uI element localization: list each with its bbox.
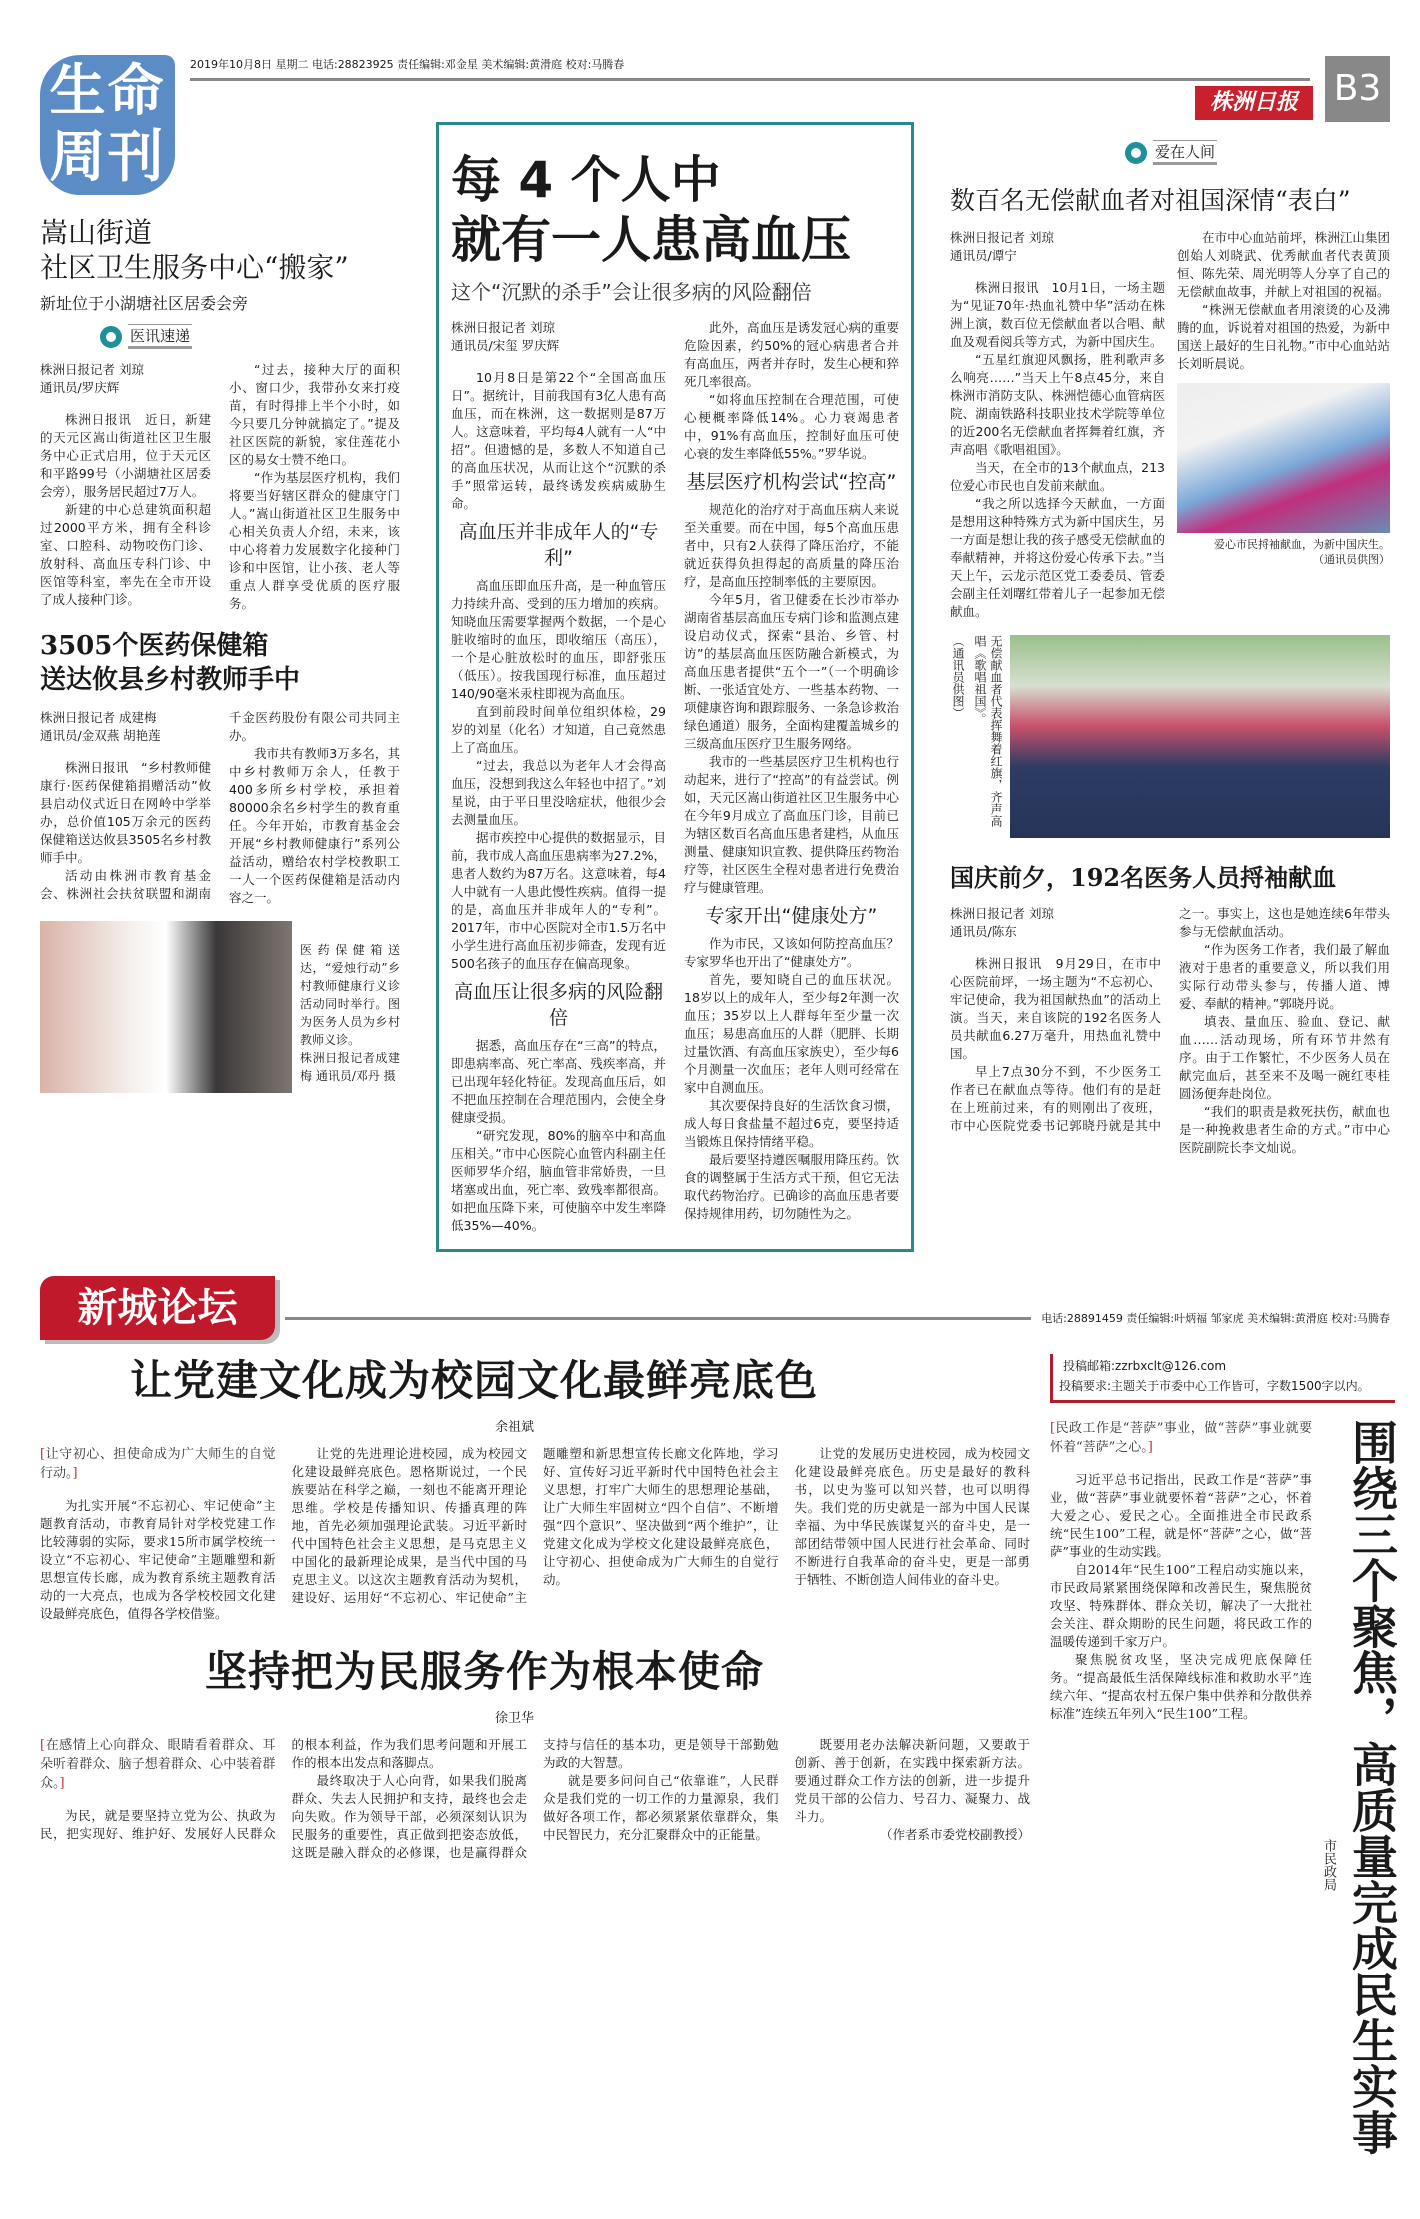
- paragraph: 10月8日是第22个“全国高血压日”。据统计，目前我国有3亿人患有高血压，而在株洲，这一数据则是87万人。这意味着，平均每4人就有一人“中招”。但遗憾的是，多数人不知道自己的高血压状况，从而让这个“沉默的杀手”照常运转，最终诱发疾病威胁生命。: [451, 370, 666, 511]
- page-number: B3: [1325, 56, 1390, 122]
- forum-grid: [40, 1354, 1420, 2219]
- section-heading: 专家开出“健康处方”: [705, 905, 878, 927]
- paragraph: “我之所以选择今天献血，一方面是想用这种特殊方式为新中国庆生，另一方面是想让我的孩子感受无偿献血的奉献精神，并将这份爱心传承下去。”当天上午，云龙示范区党工委委员、管委会副主任刘曙红带着儿子一起参加无偿献血。: [950, 496, 1165, 619]
- article-title: [40, 629, 400, 697]
- article-title: 让党建文化成为校园文化最鲜亮底色: [130, 1356, 819, 1405]
- paragraph: “过去，我总以为老年人才会得高血压，没想到我这么年轻也中招了。”刘星说，由于平日里没啥症状，他很少会去测量血压。: [451, 758, 666, 827]
- section-heading: 高血压让很多病的风险翻倍: [453, 981, 663, 1029]
- article-body: [40, 361, 400, 613]
- article-body-cont: [1177, 229, 1390, 621]
- section-rule: [285, 1317, 1031, 1320]
- article-body: [950, 905, 1390, 1157]
- left-column: [40, 122, 400, 1093]
- paragraph: “作为医务工作者，我们最了解血液对于患者的重要意义，所以我们用实际行动带头参与，传播人道、博爱、奉献的精神。”郭晓丹说。: [1179, 942, 1390, 1011]
- title-line: 嵩山街道: [40, 216, 153, 249]
- paragraph: “研究发现，80%的脑卒中和高血压相关。”市中心医院心血管内科副主任医师罗华介绍，脑血管非常娇贵，一旦堵塞或出血，死亡率、致残率都很高。如把血压降下来，可使脑卒中发生率降低35%—40%。: [451, 1128, 666, 1233]
- paragraph: 规范化的治疗对于高血压病人来说至关重要。而在中国，每5个高血压患者中，只有2人获得了降压治疗，不能就近获得负担得起的高质量的降压治疗，是高血压控制率低的主要原因。: [684, 502, 899, 589]
- top-section: [40, 122, 1420, 1252]
- paragraph: 就是要多问问自己“依靠谁”，人民群众是我们党的一切工作的力量源泉，我们做好各项工作，都必须紧紧依靠群众，集中民智民力，充分汇聚群众中的正能量。: [543, 1773, 779, 1842]
- paragraph: “作为基层医疗机构，我们将要当好辖区群众的健康守门人。”嵩山街道社区卫生服务中心相关负责人介绍，未来，该中心将着力发展数字化接种门诊和中医馆，让小孩、老人等重点人群享受优质的医疗服务。: [229, 470, 400, 611]
- article-community-center: [40, 215, 400, 613]
- feature-subtitle: 这个“沉默的杀手”会让很多病的风险翻倍: [451, 280, 812, 304]
- photo-caption: 爱心市民捋袖献血，为新中国庆生。 （通讯员供图）: [1214, 538, 1390, 566]
- section-meta: 电话:28891459 责任编辑:叶炳福 邹家虎 美术编辑:黄滑庭 校对:马腾春: [1041, 1312, 1390, 1325]
- circle-icon: [100, 326, 122, 348]
- paragraph: “五星红旗迎风飘扬，胜利歌声多么响亮……”当天上午8点45分，来自株洲市消防支队、株洲恺德心血管病医院、湖南铁路科技职业技术学院等单位的近200名无偿献血者挥舞着红旗，齐声高唱《歌唱祖国》。: [950, 352, 1165, 457]
- paragraph: 其次要保持良好的生活饮食习惯，成人每日食盐量不超过6克，要坚持适当锻炼且保持情绪平稳。: [684, 1098, 899, 1149]
- paragraph: “我们的职责是救死扶伤，献血也是一种挽救患者生命的方式。”市中心医院副院长李文灿说。: [1179, 1104, 1390, 1155]
- article-body: [40, 1445, 1030, 1623]
- paragraph: 首先，要知晓自己的血压状况。18岁以上的成年人，至少每2年测一次血压；35岁以上人群每年至少量一次血压；易患高血压的人群（肥胖、长期过量饮酒、有高血压家族史），至少每6个月测量一次血压；老年人则可经常在家中自测血压。: [684, 972, 899, 1095]
- paragraph: 作为市民，又该如何防控高血压？专家罗华也开出了“健康处方”。: [684, 936, 899, 969]
- article-author-vertical: 市民政局: [1321, 1839, 1336, 1891]
- paragraph: 新建的中心总建筑面积超过2000平方米，拥有全科诊室、口腔科、动物咬伤门诊、放射科、高血压专科门诊、中医馆等科室，率先在全市开设了成人接种门诊。: [40, 502, 211, 607]
- paragraph: 直到前段时间单位组织体检，29岁的刘星（化名）才知道，自己竟然患上了高血压。: [451, 704, 666, 755]
- article-title: [40, 215, 400, 285]
- section-tag-label: 医讯速递: [128, 324, 192, 349]
- byline: 株洲日报记者 刘琼 通讯员/罗庆辉: [40, 362, 144, 395]
- section-tag-label: 爱在人间: [1153, 140, 1217, 165]
- masthead: 生命周刊: [40, 55, 175, 195]
- photo-credit-vertical: （通讯员供图）: [951, 635, 965, 719]
- forum-section: [0, 1276, 1420, 2219]
- paragraph: 最后要坚持遵医嘱服用降压药。饮食的调整属于生活方式干预，但它无法取代药物治疗。已确诊的高血压患者要保持规律用药，切勿随性为之。: [684, 1152, 899, 1221]
- author-credit: （作者系市委党校副教授）: [879, 1827, 1030, 1842]
- paragraph: 此外，高血压是诱发冠心病的重要危险因素，约50%的冠心病患者合并有高血压，两者并存时，发生心梗和猝死几率很高。: [684, 320, 899, 389]
- paragraph: 株洲日报讯 10月1日，一场主题为“见证70年·热血礼赞中华”活动在株洲上演，数百位无偿献血者以合唱、献血及观看阅兵等方式，为新中国庆生。: [950, 280, 1165, 349]
- article-author: 徐卫华: [495, 1711, 535, 1726]
- title-line: 就有一人患高血压: [451, 211, 851, 269]
- paragraph: 我市的一些基层医疗卫生机构也行动起来，进行了“控高”的有益尝试。例如，天元区嵩山街道社区卫生服务中心在今年9月成立了高血压门诊，目前已为辖区数百名高血压患者建档，从血压测量、健康知识宣教、提供降压药物治疗等，社区医生全程对患者进行免费治疗与健康管理。: [684, 754, 899, 895]
- title-line: 送达攸县乡村教师手中: [40, 665, 301, 695]
- section-heading: 高血压并非成年人的“专利”: [458, 521, 659, 569]
- paragraph: 据悉，高血压存在“三高”的特点，即患病率高、死亡率高、残疾率高，并已出现年轻化特征。发现高血压后，如不把血压控制在合理范围内，会使全身健康受损。: [451, 1038, 666, 1125]
- paragraph: 今年5月，省卫健委在长沙市举办湖南省基层高血压专病门诊和监测点建设启动仪式，探索“县治、乡管、村访”的基层高血压医防融合新模式，为高血压患者提供“五个一”（一个明确诊断、一张适宜处方、一些基本药物、一项健康咨询和跟踪服务、一条急诊救治绿色通道）服务，全面构建覆盖城乡的三级高血压医疗卫生服务网络。: [684, 592, 899, 751]
- article-title: 国庆前夕，192名医务人员捋袖献血: [950, 863, 1337, 892]
- forum-header: [40, 1276, 1420, 1340]
- byline: 株洲日报记者 刘琼 通讯员/陈东: [950, 906, 1054, 939]
- section-tag: [100, 324, 400, 349]
- paragraph: 高血压即血压升高，是一种血管压力持续升高、受到的压力增加的疾病。知晓血压需要掌握两个数据，一个是心脏收缩时的血压，即收缩压（高压），一个是心脏放松时的血压，即舒张压（低压）。按我国现行标准，血压超过140/90毫米汞柱即视为高血压。: [451, 578, 666, 701]
- paragraph: 习近平总书记指出，民政工作是“菩萨”事业，做“菩萨”事业就要怀着“菩萨”之心，怀着大爱之心、爱民之心。全面推进全市民政系统“民生100”工程，就是怀“菩萨”之心，做“菩萨”事业的生动实践。: [1050, 1472, 1312, 1559]
- photo-blood-donor: [1177, 383, 1390, 533]
- header-meta: 2019年10月8日 星期二 电话:28823925 责任编辑:邓金星 美术编辑:黄滑庭 校对:马腾春: [190, 58, 625, 71]
- photo-caption-vertical: 无偿献血者代表挥舞着红旗，齐声高唱《歌唱祖国》。: [973, 635, 1003, 827]
- article-lead: [ 在感情上心向群众、眼睛看着群众、耳朵听着群众、脑子想着群众、心中装着群众。 ]: [40, 1736, 276, 1793]
- article-title: 数百名无偿献血者对祖国深情“表白”: [950, 186, 1351, 215]
- paragraph: 为扎实开展“不忘初心、牢记使命”主题教育活动，市教育局针对学校党建工作比较薄弱的实际，要求15所市属学校统一设立“不忘初心、牢记使命”主题雕塑和新思想宣传长廊，成为教育系统主题教育活动的一大亮点，也成为各学校校园文化建设最鲜亮底色，值得各学校借鉴。: [40, 1498, 276, 1621]
- title-line: 社区卫生服务中心“搬家”: [40, 251, 349, 284]
- article-author: 余祖斌: [495, 1420, 535, 1435]
- submission-box: [1050, 1354, 1395, 1403]
- paragraph: 株洲日报讯 “乡村教师健康行·医药保健箱捐赠活动”攸县启动仪式近日在网岭中学举办，总价值105万余元的医药保健箱送达攸县3505名乡村教师手中。: [40, 760, 211, 865]
- article-body: [40, 709, 400, 907]
- article-blood-donation: [950, 229, 1390, 621]
- photo-caption: 医药保健箱送达，“爱烛行动”乡村教师健康行义诊活动同时举行。图为医务人员为乡村教师义诊。 株洲日报记者成建梅 通讯员/邓丹 摄: [300, 943, 400, 1083]
- paragraph: 填表、量血压、验血、登记、献血……活动现场，所有环节井然有序。由于工作繁忙，不少医务人员在献完血后，甚至来不及喝一碗红枣桂圆汤便奔赴岗位。: [1179, 1014, 1390, 1101]
- paragraph: 让党的发展历史进校园，成为校园文化建设最鲜亮底色。历史是最好的教科书，以史为鉴可以知兴替，也可以明得失。我们党的历史就是一部为中国人民谋幸福、为中华民族谋复兴的奋斗史，是一部团结带领中国人民进行社会革命、同时不断进行自我革命的奋斗史，更是一部勇于牺牲、不断创造人间伟业的奋斗史。: [794, 1446, 1030, 1587]
- title-line: 3505个医药保健箱: [40, 631, 269, 661]
- article-civil-affairs: [1050, 1419, 1399, 2219]
- paragraph: 既要用老办法解决新问题，又要敢于创新、善于创新，在实践中探索新方法。要通过群众工作方法的创新，进一步提升党员干部的公信力、号召力、凝聚力、战斗力。: [794, 1737, 1030, 1824]
- paragraph: 当天，在全市的13个献血点，213位爱心市民也自发前来献血。: [950, 460, 1165, 493]
- photo-singing-crowd: [1010, 635, 1390, 838]
- paragraph: 株洲日报讯 9月29日，在市中心医院前坪，一场主题为“不忘初心、牢记使命，我为祖国献热血”的活动上演。当天，来自该院的192名医务人员共献血6.27万毫升，用热血礼赞中国。: [950, 956, 1161, 1061]
- paragraph: 活动由株洲市教育基金会、株洲社会扶贫联盟和湖南千金医药股份有限公司共同主办。: [40, 710, 400, 901]
- header-rule: [190, 78, 1310, 81]
- right-column: [950, 122, 1390, 1157]
- submission-email: 投稿邮箱:zzrbxclt@126.com: [1063, 1359, 1227, 1373]
- paragraph: “如将血压控制在合理范围，可使心梗概率降低14%。心力衰竭患者中，91%有高血压，控制好血压可使心衰的发生率降低55%。”罗华说。: [684, 392, 899, 461]
- paragraph: “株洲无偿献血者用滚烫的心及沸腾的血，诉说着对祖国的热爱，为新中国送上最好的生日礼物。”市中心血站站长刘昕晨说。: [1177, 302, 1390, 371]
- paragraph: 早上7点30分不到，不少医务工作者已在献血点等待。他们有的是赶在上班前过来，有的则刚出了夜班，市中心医院党委书记郭晓丹就是其中之一。事实上，这也是她连续6年带头参与无偿献血活动。: [950, 906, 1390, 1133]
- paragraph: 在市中心血站前坪，株洲江山集团创始人刘晓武、优秀献血者代表黄顶恒、陈先荣、周光明等人分享了自己的无偿献血故事，并献上对祖国的祝福。: [1177, 230, 1390, 299]
- paragraph: 让党的先进理论进校园，成为校园文化建设最鲜亮底色。恩格斯说过，一个民族要站在科学之巅，一刻也不能离开理论思维。学校是传播知识、传播真理的阵地，首先必须加强理论武装。习近平新时代中国特色社会主义思想，是马克思主义中国化的最新理论成果，是当代中国的马克思主义。以这次主题教育活动为契机，建设好、运用好“不忘初心、牢记使命”主题雕塑和新思想宣传长廊文化阵地，学习好、宣传好习近平新时代中国特色社会主义思想，打牢广大师生的思想理论基础，让广大师生牢固树立“四个自信”、不断增强“四个意识”、坚决做到“两个维护”，让党建文化成为学校文化建设最鲜亮底色，让守初心、担使命成为广大师生的自觉行动。: [291, 1446, 779, 1605]
- feature-body: [451, 319, 899, 1235]
- paragraph: 据市疾控中心提供的数据显示，目前，我市成人高血压患病率为27.2%，患者人数约为87万名。这意味着，每4人中就有一人患此慢性疾病。值得一提的是，高血压并非成年人的“专利”。2017年，市中心医院对全市1.5万名中小学生进行高血压初步筛查，发现有近500名孩子的血压存在偏高现象。: [451, 830, 666, 971]
- byline: 株洲日报记者 成建梅 通讯员/金双燕 胡艳莲: [40, 710, 161, 743]
- section-banner: 新城论坛: [40, 1276, 275, 1340]
- article-lead: [ 让守初心、担使命成为广大师生的自觉行动。 ]: [40, 1445, 276, 1483]
- photo-row: [40, 921, 400, 1093]
- byline: 株洲日报记者 刘琼 通讯员/谭宁: [950, 230, 1054, 263]
- submission-requirements: 投稿要求:主题关于市委中心工作皆可，字数1500字以内。: [1059, 1379, 1370, 1393]
- article-title-vertical: 围绕三个聚焦，高质量完成民生实事: [1345, 1419, 1399, 2155]
- article-body: [40, 1736, 1030, 1862]
- paragraph: 株洲日报讯 近日，新建的天元区嵩山街道社区卫生服务中心正式启用，位于天元区和平路99号（小湖塘社区居委会旁），服务居民超过7万人。: [40, 412, 211, 499]
- paragraph: 聚焦脱贫攻坚，坚决完成兜底保障任务。“提高最低生活保障线标准和救助水平”连续六年、“提高农村五保户集中供养和分散供养标准”连续五年列入“民生100”工程。: [1050, 1652, 1312, 1721]
- feature-box: [436, 122, 914, 1252]
- paragraph: 最终取决于人心向背，如果我们脱离群众、失去人民拥护和支持，最终也会走向失败。作为领导干部，必须深刻认识为民服务的重要性，真正做到把姿态放低，这既是融入群众的必修课，也是赢得群众支持与信任的基本功，更是领导干部勤勉为政的大智慧。: [291, 1737, 779, 1860]
- article-subtitle: 新址位于小湖塘社区居委会旁: [40, 294, 249, 313]
- newspaper-logo: 株洲日报: [1195, 86, 1313, 120]
- section-heading: 基层医疗机构尝试“控高”: [686, 471, 897, 493]
- paragraph: 自2014年“民生100”工程启动实施以来，市民政局紧紧围绕保障和改善民生，聚焦脱贫攻坚、特殊群体、群众关切，解决了一大批社会关注、群众期盼的民生问题，将民政工作的温暖传递到千家万户。: [1050, 1562, 1312, 1649]
- title-line: 每 4 个人中: [451, 151, 721, 209]
- paragraph: “过去，接种大厅的面积小、窗口少，我带孙女来打疫苗，有时得排上半个小时，如今只要几分钟就搞定了。”提及社区医院的新貌，家住莲花小区的易女士赞不绝口。: [229, 362, 400, 467]
- article-lead: [ 民政工作是“菩萨”事业，做“菩萨”事业就要怀着“菩萨”之心。 ]: [1050, 1419, 1312, 1457]
- article-health-kits: [40, 629, 400, 1093]
- paragraph: 我市共有教师3万多名，其中乡村教师万余人，任教于400多所乡村学校，承担着80000余名乡村学生的教育重任。今年开始，市教育基金会开展“乡村教师健康行”系列公益活动，赠给农村学校教职工一人一个医药保健箱是活动内容之一。: [229, 746, 400, 905]
- feature-title: [451, 150, 899, 270]
- forum-side: [1050, 1354, 1399, 2219]
- paragraph: 为民，就是要坚持立党为公、执政为民，把实现好、维护好、发展好人民群众的根本利益，作为我们思考问题和开展工作的根本出发点和落脚点。: [40, 1737, 527, 1841]
- circle-icon: [1125, 142, 1147, 164]
- section-tag: [1125, 140, 1390, 165]
- photo2-row: [950, 635, 1390, 838]
- article-title: 坚持把为民服务作为根本使命: [205, 1647, 765, 1696]
- photo-free-clinic: [40, 921, 292, 1093]
- article-body: [1050, 1419, 1312, 1723]
- forum-main: [40, 1354, 1030, 1862]
- article-body: [950, 229, 1165, 621]
- byline: 株洲日报记者 刘琼 通讯员/宋玺 罗庆辉: [451, 320, 560, 353]
